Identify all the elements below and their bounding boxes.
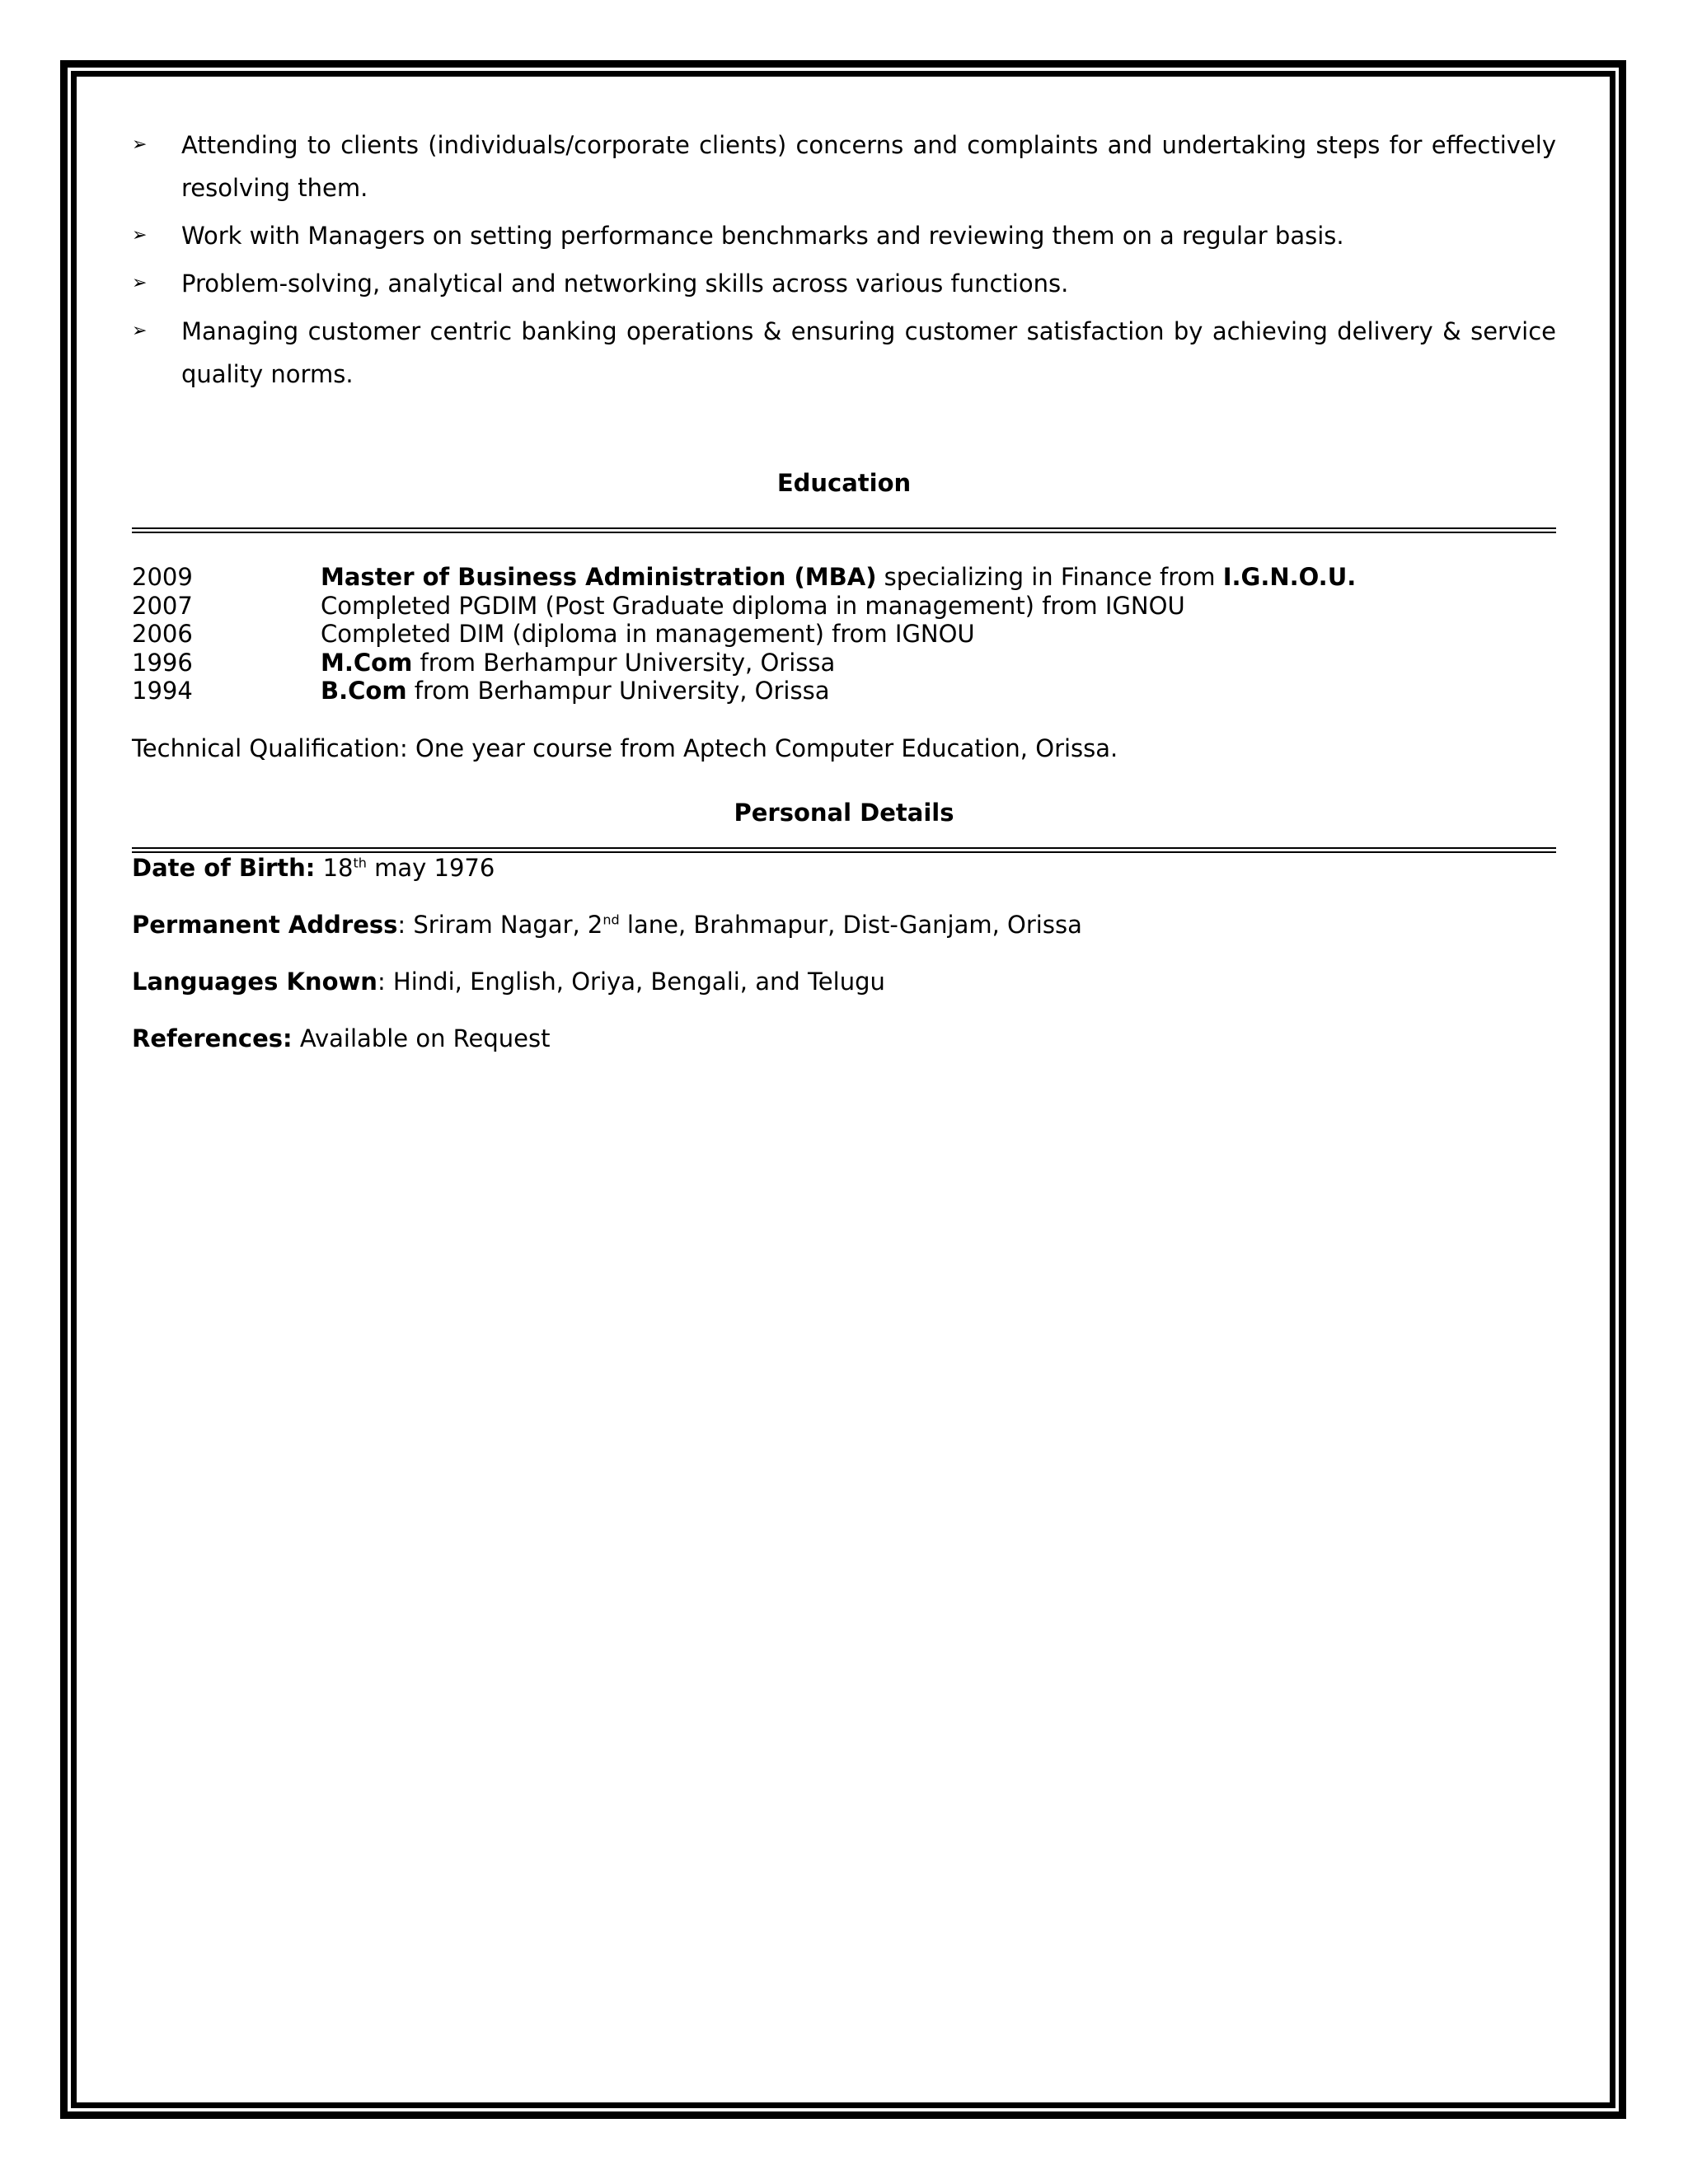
languages-known: Languages Known: Hindi, English, Oriya, Bengali, and Telugu (132, 967, 885, 996)
education-row (132, 592, 1556, 621)
education-row (132, 563, 1556, 592)
list-item: ➢ Managing customer centric banking operations & ensuring customer satisfaction by achieving delivery & service quality norms. (132, 310, 1556, 396)
references: References: Available on Request (132, 1024, 551, 1052)
education-list (132, 563, 1556, 705)
education-detail: Master of Business Administration (MBA) specializing in Finance from I.G.N.O.U. (321, 563, 1357, 591)
list-item: ➢ Work with Managers on setting performance benchmarks and reviewing them on a regular basis. (132, 214, 1556, 257)
technical-qualification: Technical Qualification: One year course from Aptech Computer Education, Orissa. (132, 733, 1118, 762)
date-of-birth: Date of Birth: 18th may 1976 (132, 853, 495, 882)
education-divider (132, 527, 1556, 533)
education-heading: Education (776, 469, 912, 497)
personal-details-heading: Personal Details (734, 798, 954, 827)
permanent-address: Permanent Address: Sriram Nagar, 2nd lane, Brahmapur, Dist-Ganjam, Orissa (132, 910, 1082, 939)
education-detail: B.Com from Berhampur University, Orissa (321, 677, 830, 705)
arrow-bullet-icon: ➢ (132, 225, 148, 246)
arrow-bullet-icon: ➢ (132, 321, 148, 341)
education-year: 1994 (132, 677, 193, 705)
education-detail: M.Com from Berhampur University, Orissa (321, 648, 836, 677)
education-row (132, 649, 1556, 677)
list-item: ➢ Problem-solving, analytical and networking skills across various functions. (132, 262, 1556, 305)
arrow-bullet-icon: ➢ (132, 273, 148, 293)
personal-details-divider (132, 847, 1556, 853)
education-detail: Completed DIM (diploma in management) from IGNOU (321, 620, 975, 648)
education-year: 2009 (132, 563, 193, 591)
education-year: 2007 (132, 591, 193, 620)
list-item: ➢ Attending to clients (individuals/corporate clients) concerns and complaints and undertaking steps for effectively resolving them. (132, 124, 1556, 209)
education-year: 1996 (132, 648, 193, 677)
education-year: 2006 (132, 620, 193, 648)
education-detail: Completed PGDIM (Post Graduate diploma in management) from IGNOU (321, 591, 1185, 620)
arrow-bullet-icon: ➢ (132, 134, 148, 155)
resume-page (132, 124, 1556, 1053)
education-row (132, 620, 1556, 649)
education-row (132, 677, 1556, 705)
responsibilities-list (132, 124, 1556, 396)
